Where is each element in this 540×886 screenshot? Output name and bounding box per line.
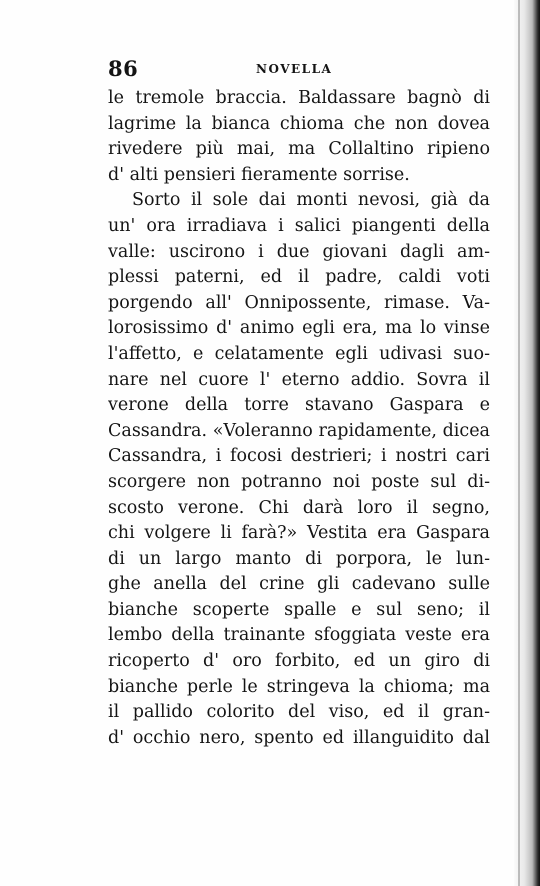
page-number: 86: [108, 56, 139, 81]
text-line: bianche scoperte spalle e sul seno; il: [108, 599, 490, 620]
text-line: l'affetto, e celatamente egli udivasi suo-: [108, 343, 490, 364]
text-line: ricoperto d' oro forbito, ed un giro di: [108, 651, 490, 672]
text-line: ghe anella del crine gli cadevano sulle: [108, 574, 490, 595]
text-line: il pallido colorito del viso, ed il gran-: [108, 702, 490, 723]
text-line: Sorto il sole dai monti nevosi, già da: [132, 190, 490, 211]
text-line: Cassandra, i focosi destrieri; i nostri cari: [108, 446, 490, 467]
text-line: plessi paterni, ed il padre, caldi voti: [108, 267, 490, 288]
text-line: le tremole braccia. Baldassare bagnò di: [108, 88, 490, 108]
text-line: d' alti pensieri fieramente sorrise.: [108, 164, 410, 185]
page-edge-line: [518, 0, 520, 886]
text-line: lagrime la bianca chioma che non dovea: [108, 113, 490, 134]
text-line: rivedere più mai, ma Collaltino ripieno: [108, 139, 490, 160]
page-header: [108, 56, 498, 82]
text-line: un' ora irradiava i salici piangenti della: [108, 215, 490, 236]
text-line: verone della torre stavano Gaspara e: [108, 395, 490, 416]
text-line: scosto verone. Chi darà loro il segno,: [108, 497, 490, 518]
text-line: lembo della trainante sfoggiata veste era: [108, 625, 490, 646]
text-line: bianche perle le stringeva la chioma; ma: [108, 676, 490, 697]
text-line: Cassandra. «Voleranno rapidamente, dicea: [108, 420, 490, 441]
text-line: d' occhio nero, spento ed illanguidito dal: [108, 727, 490, 748]
text-line: valle: uscirono i due giovani dagli am-: [108, 241, 490, 262]
text-line: scorgere non potranno noi poste sul di-: [108, 471, 490, 492]
text-line: di un largo manto di porpora, le lun-: [108, 548, 490, 569]
body-text: [108, 86, 490, 751]
text-line: lorosissimo d' animo egli era, ma lo vinse: [108, 318, 490, 339]
text-line: porgendo all' Onnipossente, rimase. Va-: [108, 292, 490, 313]
running-title: NOVELLA: [256, 62, 333, 76]
text-line: chi volgere li farà?» Vestita era Gaspara: [108, 523, 490, 544]
text-line: nare nel cuore l' eterno addio. Sovra il: [108, 369, 490, 390]
